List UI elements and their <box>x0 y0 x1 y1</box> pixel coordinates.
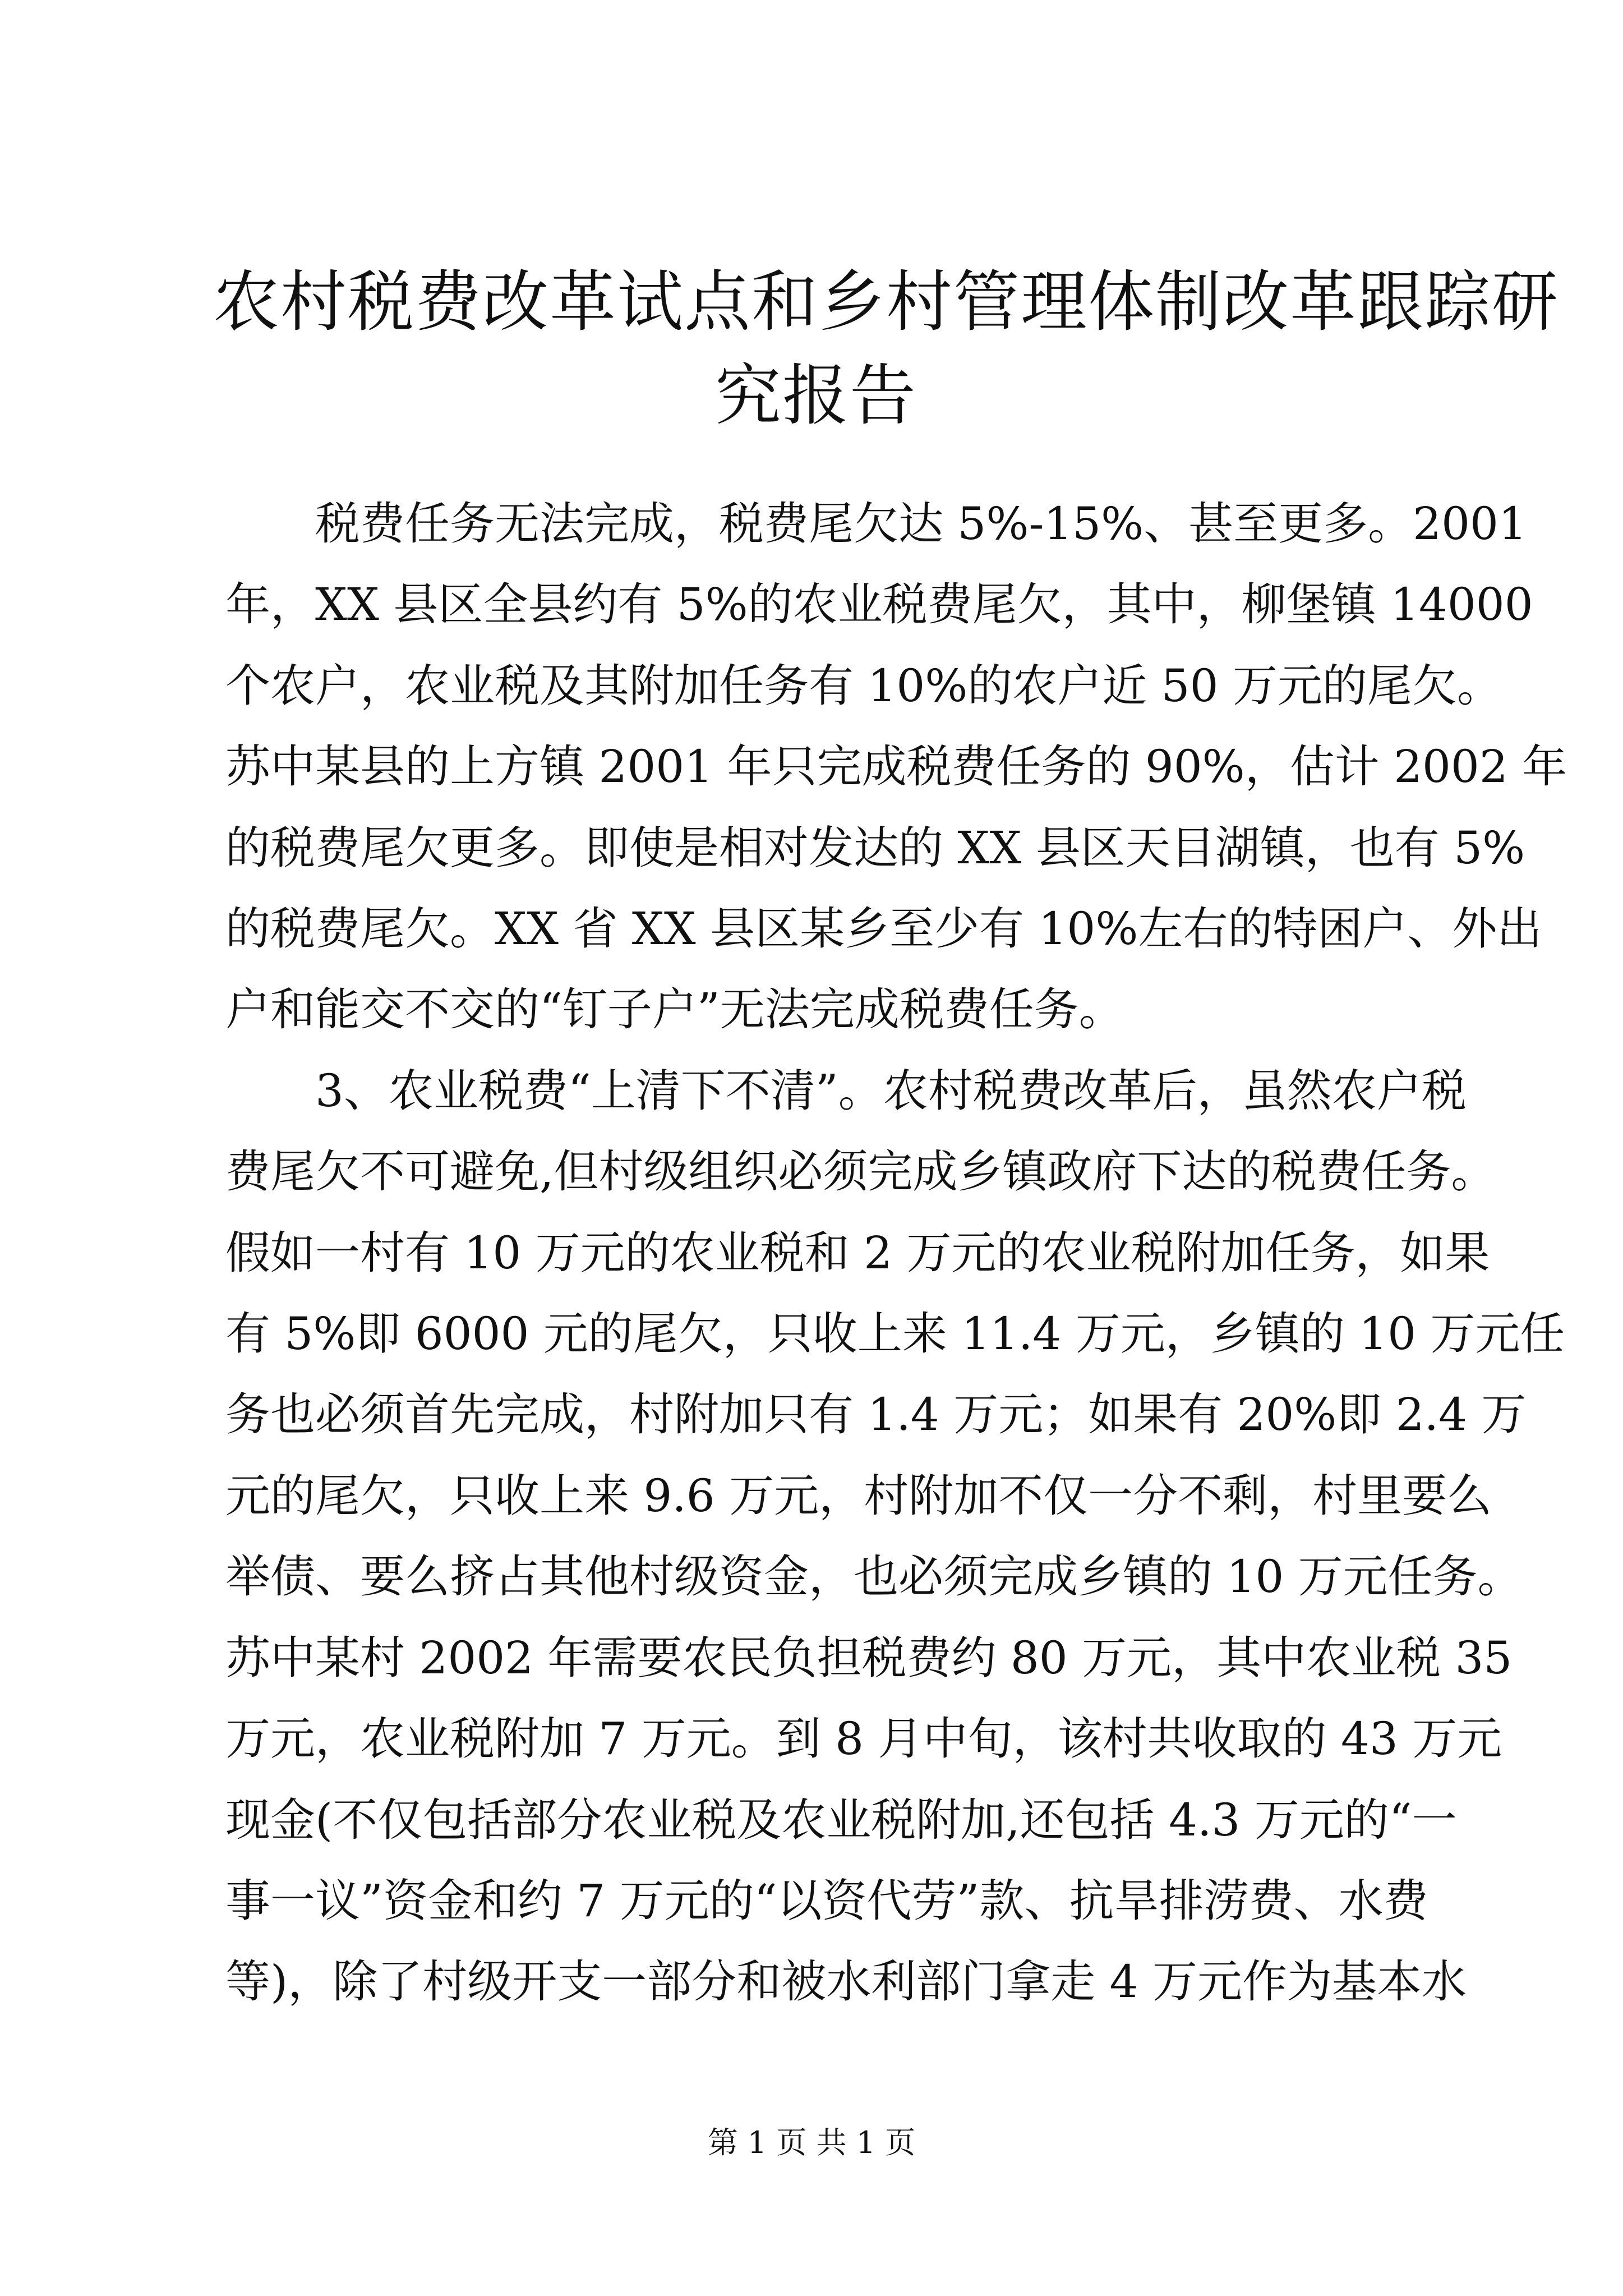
text-line: 假如一村有 10 万元的农业税和 2 万元的农业税附加任务，如果 <box>225 1226 1490 1279</box>
text-line: 税费任务无法完成，税费尾欠达 5%-15%、甚至更多。2001 <box>315 498 1527 550</box>
paragraph <box>225 1051 1565 2023</box>
text-line: 现金(不仅包括部分农业税及农业税附加,还包括 4.3 万元的“一 <box>225 1793 1457 1846</box>
text-line: 苏中某县的上方镇 2001 年只完成税费任务的 90%，估计 2002 年 <box>225 740 1567 793</box>
text-line: 等)，除了村级开支一部分和被水利部门拿走 4 万元作为基本水 <box>225 1955 1467 2008</box>
page-footer: 第 1 页 共 1 页 <box>707 2125 916 2160</box>
document-title <box>213 255 1560 443</box>
document-body <box>225 484 1567 2023</box>
title-line: 究报告 <box>714 357 917 434</box>
text-line: 有 5%即 6000 元的尾欠，只收上来 11.4 万元，乡镇的 10 万元任 <box>225 1308 1565 1360</box>
text-line: 万元，农业税附加 7 万元。到 8 月中旬，该村共收取的 43 万元 <box>225 1713 1502 1765</box>
title-line: 农村税费改革试点和乡村管理体制改革跟踪研 <box>213 263 1560 341</box>
text-line: 务也必须首先完成，村附加只有 1.4 万元；如果有 20%即 2.4 万 <box>225 1388 1527 1441</box>
text-line: 个农户，农业税及其附加任务有 10%的农户近 50 万元的尾欠。 <box>225 659 1502 712</box>
paragraph <box>225 484 1567 1051</box>
text-line: 事一议”资金和约 7 万元的“以资代劳”款、抗旱排涝费、水费 <box>225 1874 1428 1927</box>
text-line: 费尾欠不可避免,但村级组织必须完成乡镇政府下达的税费任务。 <box>225 1145 1496 1198</box>
text-line: 3、农业税费“上清下不清”。农村税费改革后，虽然农户税 <box>315 1064 1467 1117</box>
text-line: 户和能交不交的“钉子户”无法完成税费任务。 <box>225 983 1124 1036</box>
text-line: 苏中某村 2002 年需要农民负担税费约 80 万元，其中农业税 35 <box>225 1631 1513 1684</box>
text-line: 的税费尾欠更多。即使是相对发达的 XX 县区天目湖镇，也有 5% <box>225 821 1525 874</box>
text-line: 元的尾欠，只收上来 9.6 万元，村附加不仅一分不剩，村里要么 <box>225 1469 1492 1522</box>
text-line: 年，XX 县区全县约有 5%的农业税费尾欠，其中，柳堡镇 14000 <box>225 578 1533 631</box>
text-line: 的税费尾欠。XX 省 XX 县区某乡至少有 10%左右的特困户、外出 <box>225 903 1542 955</box>
text-line: 举债、要么挤占其他村级资金，也必须完成乡镇的 10 万元任务。 <box>225 1550 1523 1603</box>
